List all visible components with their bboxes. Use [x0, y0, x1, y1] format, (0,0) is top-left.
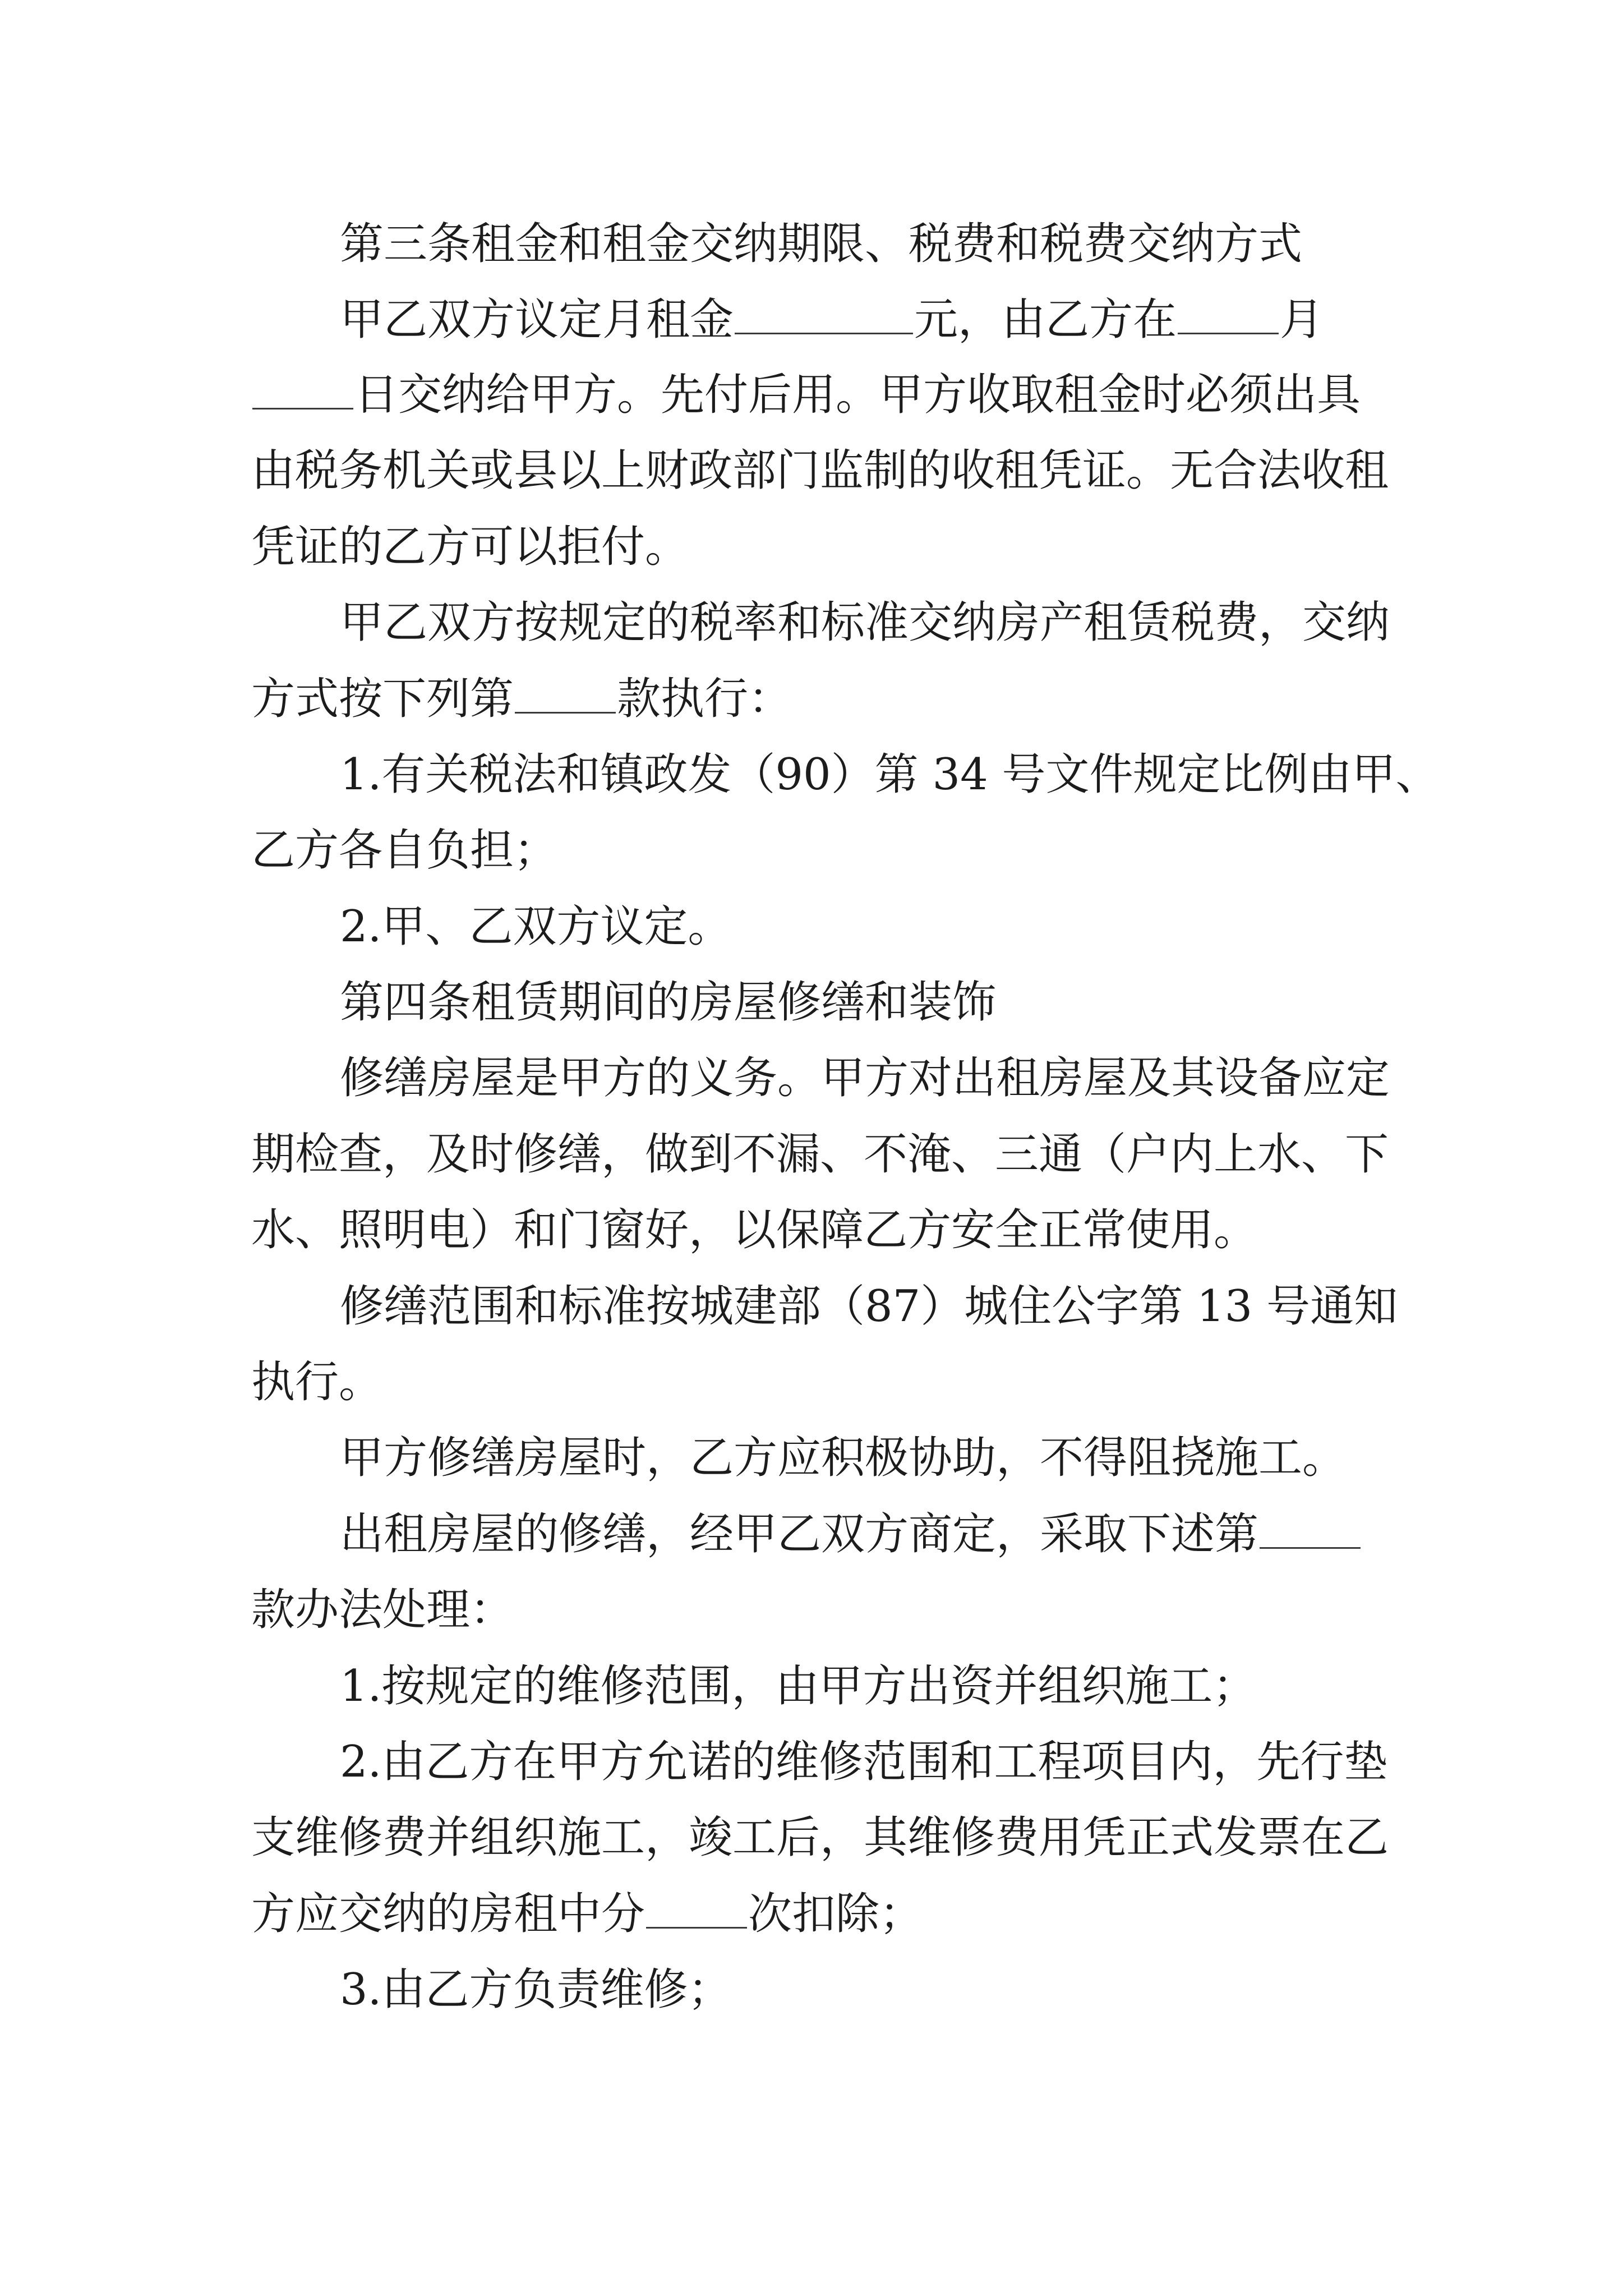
tax-option-blank[interactable] [515, 674, 616, 714]
article3-paragraph1-line2: 日交纳给甲方。先付后用。甲方收取租金时必须出具 [251, 367, 1361, 423]
article4-item1: 1.按规定的维修范围，由甲方出资并组织施工； [340, 1661, 1257, 1711]
article3-paragraph2-line1: 甲乙双方按规定的税率和标准交纳房产租赁税费，交纳 [340, 597, 1390, 648]
article4-paragraph4-line1: 出租房屋的修缮，经甲乙双方商定，采取下述第 [340, 1506, 1362, 1562]
deduction-count-blank[interactable] [646, 1889, 747, 1929]
rent-amount-blank[interactable] [735, 295, 913, 334]
article3-item1-line2: 乙方各自负担； [251, 825, 558, 876]
article4-paragraph4-line2: 款办法处理： [251, 1585, 514, 1635]
article3-item1-line1: 1.有关税法和镇政发（90）第 34 号文件规定比例由甲、 [340, 749, 1440, 800]
article4-item2-line2: 支维修费并组织施工，竣工后，其维修费用凭正式发票在乙 [251, 1812, 1389, 1863]
article4-paragraph1-line1: 修缮房屋是甲方的义务。甲方对出租房屋及其设备应定 [340, 1053, 1390, 1103]
article3-paragraph1-line1: 甲乙双方议定月租金 元，由乙方在 月 [340, 295, 1324, 345]
payment-month-blank[interactable] [1178, 295, 1279, 334]
article4-paragraph3: 甲方修缮房屋时，乙方应积极协助，不得阻挠施工。 [340, 1433, 1347, 1483]
article4-heading: 第四条租赁期间的房屋修缮和装饰 [340, 977, 997, 1028]
article4-item3: 3.由乙方负责维修； [340, 1964, 732, 2015]
article3-paragraph2-line2: 方式按下列第 款执行： [251, 674, 792, 724]
article3-paragraph1-line3: 由税务机关或县以上财政部门监制的收租凭证。无合法收租 [251, 445, 1389, 496]
article3-item2: 2.甲、乙双方议定。 [340, 901, 732, 952]
article4-paragraph1-line3: 水、照明电）和门窗好，以保障乙方安全正常使用。 [251, 1205, 1258, 1255]
article4-paragraph2-line1: 修缮范围和标准按城建部（87）城住公字第 13 号通知 [340, 1281, 1398, 1332]
article4-paragraph2-line2: 执行。 [251, 1357, 383, 1407]
article3-heading: 第三条租金和租金交纳期限、税费和税费交纳方式 [340, 219, 1303, 269]
article4-paragraph1-line2: 期检查，及时修缮，做到不漏、不淹、三通（户内上水、下 [251, 1129, 1389, 1180]
payment-day-blank[interactable] [252, 370, 353, 409]
repair-option-blank[interactable] [1260, 1509, 1361, 1549]
article4-item2-line3: 方应交纳的房租中分 次扣除； [251, 1889, 924, 1939]
article3-paragraph1-line4: 凭证的乙方可以拒付。 [251, 522, 689, 572]
article4-item2-line1: 2.由乙方在甲方允诺的维修范围和工程项目内，先行垫 [340, 1737, 1388, 1787]
